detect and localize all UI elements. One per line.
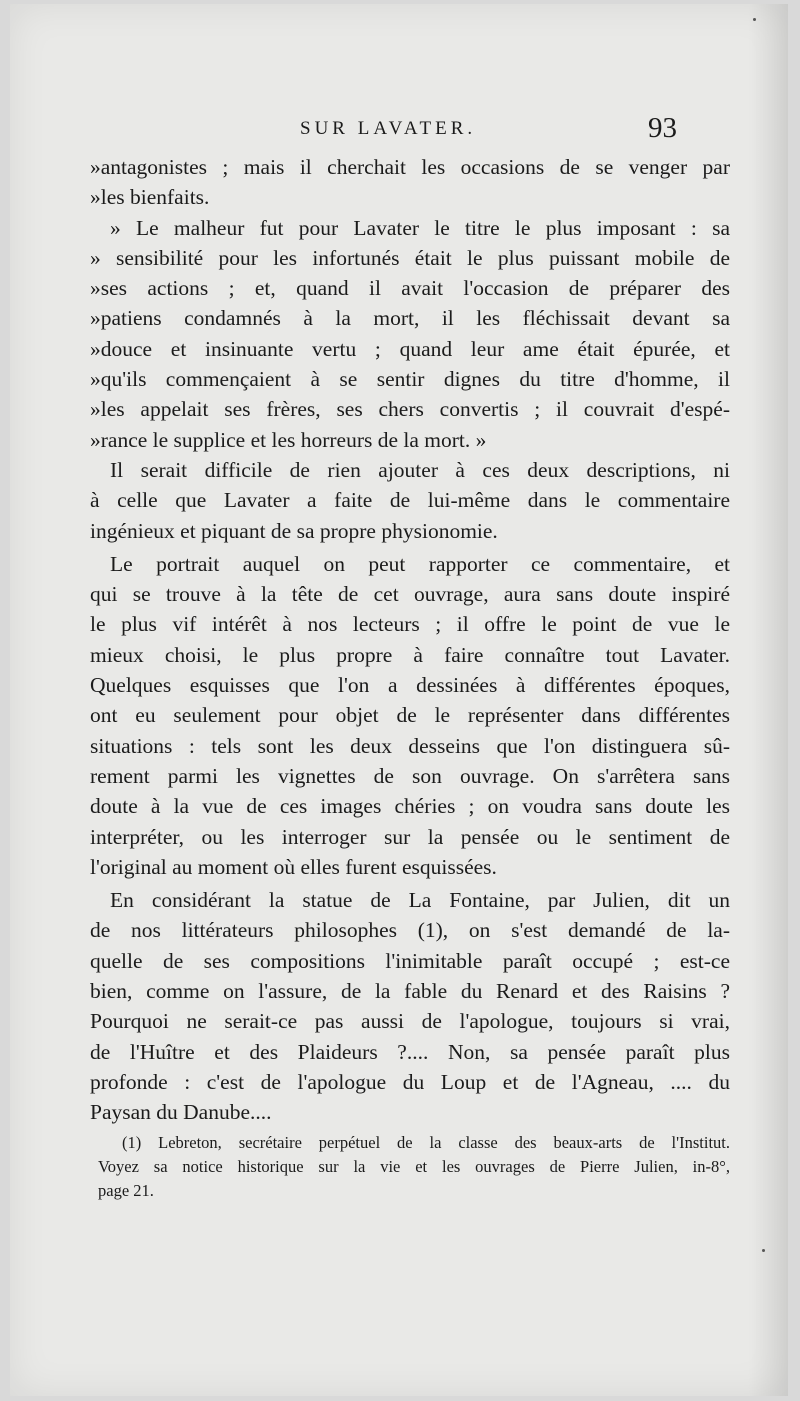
text-line: Pourquoi ne serait-ce pas aussi de l'apologue, toujours si vrai, [90, 1009, 730, 1034]
text-line: quelle de ses compositions l'inimitable paraît occupé ; est-ce [90, 948, 730, 973]
page-edge-shadow [748, 4, 788, 1396]
text-line: situations : tels sont les deux desseins que l'on distinguera sû- [90, 733, 730, 758]
text-line: l'original au moment où elles furent esquissées. [90, 854, 497, 879]
text-line: qui se trouve à la tête de cet ouvrage, aura sans doute inspiré [90, 582, 730, 607]
text-line: »rance le supplice et les horreurs de la mort. » [90, 427, 487, 452]
text-line: »les appelait ses frères, ses chers convertis ; il couvrait d'espé- [90, 397, 730, 422]
text-line: Il serait difficile de rien ajouter à ces deux descriptions, ni [110, 457, 730, 482]
text-line: bien, comme on l'assure, de la fable du Renard et des Raisins ? [90, 979, 730, 1004]
footnote-line: Voyez sa notice historique sur la vie et les ouvrages de Pierre Julien, in-8°, [98, 1157, 730, 1176]
text-line: » Le malheur fut pour Lavater le titre le plus imposant : sa [110, 215, 730, 240]
text-line: ingénieux et piquant de sa propre physionomie. [90, 518, 498, 543]
text-line: à celle que Lavater a faite de lui-même dans le commentaire [90, 488, 730, 513]
footnote [98, 1131, 730, 1203]
text-line: le plus vif intérêt à nos lecteurs ; il offre le point de vue le [90, 612, 730, 637]
text-line: »douce et insinuante vertu ; quand leur ame était épurée, et [90, 336, 730, 361]
footnote-line: (1) Lebreton, secrétaire perpétuel de la classe des beaux-arts de l'Institut. [122, 1133, 730, 1152]
text-line: interpréter, ou les interroger sur la pensée ou le sentiment de [90, 824, 730, 849]
text-line: doute à la vue de ces images chéries ; on voudra sans doute les [90, 794, 730, 819]
text-line: de l'Huître et des Plaideurs ?.... Non, sa pensée paraît plus [90, 1039, 730, 1064]
book-page [10, 4, 788, 1396]
text-line: ont eu seulement pour objet de le représenter dans différentes [90, 703, 730, 728]
text-line: »antagonistes ; mais il cherchait les occasions de se venger par [90, 155, 730, 179]
paper-speck [753, 18, 756, 21]
text-line: »les bienfaits. [90, 185, 210, 210]
text-line: »qu'ils commençaient à se sentir dignes du titre d'homme, il [90, 367, 730, 392]
footnote-line: page 21. [98, 1181, 154, 1200]
text-line: mieux choisi, le plus propre à faire connaître tout Lavater. [90, 642, 730, 667]
text-line: Le portrait auquel on peut rapporter ce commentaire, et [110, 551, 730, 576]
text-line: »ses actions ; et, quand il avait l'occasion de préparer des [90, 276, 730, 301]
text-line: Quelques esquisses que l'on a dessinées à différentes époques, [90, 673, 730, 698]
page-number: 93 [648, 112, 677, 144]
running-title: SUR LAVATER. [300, 118, 477, 139]
text-line: » sensibilité pour les infortunés était le plus puissant mobile de [90, 245, 730, 270]
body-text [90, 152, 730, 1128]
text-line: »patiens condamnés à la mort, il les fléchissait devant sa [90, 306, 730, 331]
text-line: de nos littérateurs philosophes (1), on s'est demandé de la- [90, 918, 730, 943]
text-line: rement parmi les vignettes de son ouvrage. On s'arrêtera sans [90, 763, 730, 788]
text-line: profonde : c'est de l'apologue du Loup et de l'Agneau, .... du [90, 1069, 730, 1094]
text-line: En considérant la statue de La Fontaine, par Julien, dit un [110, 888, 730, 913]
text-line: Paysan du Danube.... [90, 1100, 272, 1125]
paper-speck [762, 1249, 765, 1252]
running-head [10, 112, 788, 152]
